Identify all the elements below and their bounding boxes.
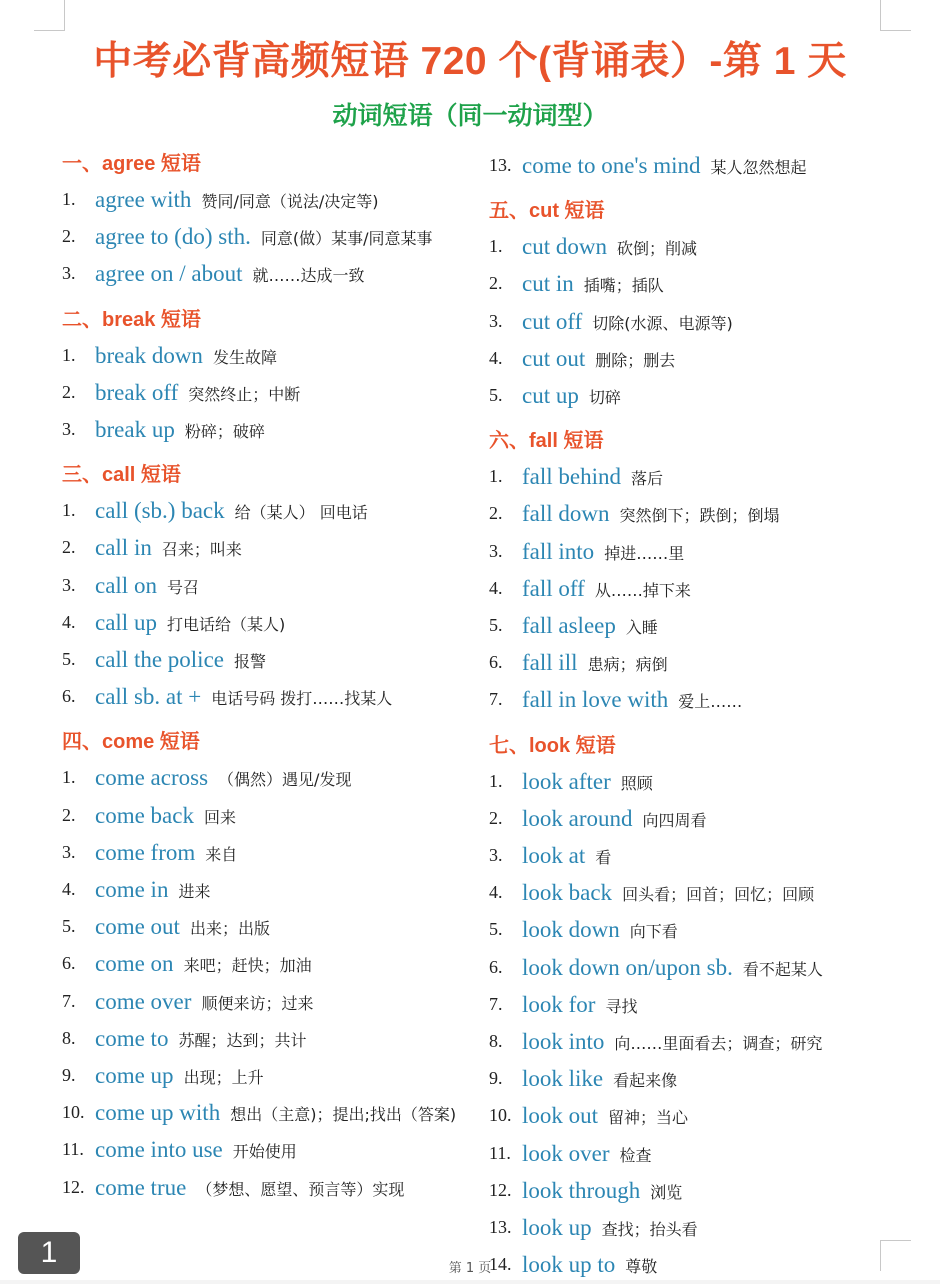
list-item [489,148,909,185]
meaning-text: 砍倒；削减 [616,239,697,259]
list-item [489,304,909,341]
item-body [522,950,909,987]
phrase-text: look around [522,805,633,831]
item-body [522,459,909,496]
list-item [489,378,909,415]
page-number-badge[interactable]: 1 [18,1232,80,1274]
phrase-list [489,229,909,415]
meaning-text: 看不起某人 [742,959,823,979]
phrase-text: look up to [522,1252,616,1278]
phrase-section [62,302,477,450]
meaning-text: 向……里面看去；调查；研究 [614,1034,823,1054]
item-body [95,798,477,835]
list-item [489,1173,909,1210]
item-number: 6. [62,953,76,974]
list-item [62,1095,477,1132]
meaning-text: 向下看 [629,922,678,942]
right-column [489,146,909,1284]
item-number: 11. [489,1142,511,1163]
meaning-text: 看起来像 [613,1071,678,1091]
item-body [522,875,909,912]
phrase-text: agree with [95,187,192,212]
list-item [62,909,477,946]
list-item [489,682,909,719]
phrase-list [489,764,909,1284]
meaning-text: 入睡 [625,618,658,638]
phrase-text: break up [95,417,175,443]
list-item [489,1136,909,1173]
item-number: 7. [62,990,76,1011]
item-number: 3. [62,574,76,595]
item-number: 2. [62,381,76,402]
phrase-text: cut in [522,271,574,297]
item-body [95,375,477,412]
list-item [62,946,477,983]
item-body [95,338,477,375]
list-item [489,534,909,571]
meaning-text: 开始使用 [232,1142,297,1162]
meaning-text: 来吧；赶快；加油 [183,956,312,976]
phrase-list [62,760,477,1206]
list-item [62,872,477,909]
meaning-text: 赞同/同意（说法/决定等) [201,192,379,211]
meaning-text: 查找；抬头看 [601,1220,698,1240]
phrase-text: look up [522,1215,592,1241]
list-item [489,341,909,378]
item-body [95,946,477,983]
item-body [522,1024,909,1061]
phrase-text: come back [95,802,194,828]
list-item [489,459,909,496]
list-item [62,760,477,797]
meaning-text: 尊敬 [625,1257,658,1277]
item-number: 3. [62,419,76,440]
meaning-text: 苏醒；达到；共计 [178,1030,307,1050]
item-number: 11. [62,1139,84,1160]
phrase-text: cut down [522,234,607,260]
item-body [95,1058,477,1095]
item-body [522,645,909,682]
item-number: 1. [62,344,76,365]
meaning-text: 给（某人） 回电话 [234,503,368,523]
item-number: 10. [62,1102,85,1123]
meaning-text: 寻找 [605,996,638,1016]
list-item [62,679,477,716]
phrase-text: come across [95,765,209,791]
item-number: 9. [62,1065,76,1086]
phrase-text: come from [95,839,196,865]
list-item [489,875,909,912]
phrase-text: come in [95,877,169,903]
item-body [522,148,909,185]
phrase-text: look down [522,917,620,943]
phrase-text: look for [522,991,596,1017]
phrase-text: fall off [522,575,585,601]
phrase-text: come on [95,951,174,977]
item-number: 2. [62,226,76,247]
meaning-text: 打电话给（某人) [166,614,286,634]
phrase-text: cut out [522,345,586,371]
list-item [489,229,909,266]
phrase-section [489,728,909,1284]
item-body [522,1136,909,1173]
phrase-text: fall ill [522,650,578,676]
list-item [62,338,477,375]
list-item [62,568,477,605]
meaning-text: 删除；删去 [595,350,676,370]
phrase-text: call (sb.) back [95,498,225,524]
list-item [489,608,909,645]
meaning-text: 患病；病倒 [587,655,668,675]
phrase-text: agree to (do) sth. [95,224,251,250]
phrase-list [62,493,477,716]
page-subtitle: 动词短语（同一动词型） [332,102,608,130]
meaning-text: （梦想、愿望、预言等）实现 [196,1179,405,1199]
list-item [489,950,909,987]
list-item [489,571,909,608]
phrase-list [62,338,477,450]
meaning-text: 同意(做）某事/同意某事 [260,229,433,249]
list-item [489,912,909,949]
item-number: 8. [489,1031,503,1052]
item-number: 4. [489,347,503,368]
item-number: 4. [489,577,503,598]
meaning-text: 某人忽然想起 [710,158,807,177]
item-number: 3. [62,841,76,862]
item-body [95,530,477,567]
meaning-text: 出现；上升 [183,1068,264,1088]
phrase-list [62,182,477,294]
list-item [62,1132,477,1169]
list-item [62,984,477,1021]
item-body [95,679,477,716]
phrase-list-continued [489,148,909,185]
list-item [62,1021,477,1058]
phrase-text: fall down [522,501,610,527]
phrase-text: call sb. at + [95,684,202,710]
item-number: 3. [62,263,76,284]
item-body [522,304,909,341]
item-body [522,1098,909,1135]
list-item [489,1210,909,1247]
section-heading: 四、come 短语 [62,731,200,754]
meaning-text: 留神；当心 [608,1108,689,1128]
item-body [95,1095,477,1132]
meaning-text: 号召 [166,577,199,597]
phrase-text: fall asleep [522,613,616,639]
item-number: 13. [489,1217,512,1238]
meaning-text: 插嘴；插队 [583,276,664,296]
item-body [95,872,477,909]
item-number: 9. [489,1068,503,1089]
meaning-text: 突然倒下；跌倒；倒塌 [619,506,780,526]
phrase-text: break down [95,342,203,368]
crop-mark-top-left [34,0,65,31]
phrase-text: look back [522,880,613,906]
item-body [522,764,909,801]
item-body [95,835,477,872]
item-number: 12. [62,1176,85,1197]
item-number: 1. [489,236,503,257]
phrase-text: agree on / about [95,261,243,287]
phrase-text: look at [522,843,586,869]
list-item [62,219,477,256]
phrase-text: call on [95,572,157,598]
item-body [522,341,909,378]
list-item [62,256,477,293]
item-body [95,1170,477,1207]
item-number: 12. [489,1179,512,1200]
crop-mark-top-right [880,0,911,31]
list-item [62,375,477,412]
left-column [62,146,477,1207]
phrase-text: call in [95,535,152,561]
item-body [95,1021,477,1058]
item-body [522,912,909,949]
item-number: 5. [62,916,76,937]
phrase-section [489,423,909,719]
phrase-section [62,724,477,1206]
meaning-text: 浏览 [650,1182,683,1202]
page-footer: 第 1 页 [448,1261,492,1276]
section-heading: 七、look 短语 [489,734,616,757]
meaning-text: 回来 [203,807,236,827]
phrase-text: look out [522,1103,599,1129]
item-body [95,760,477,797]
item-body [522,496,909,533]
item-number: 1. [489,466,503,487]
list-item [489,266,909,303]
meaning-text: 进来 [178,882,211,902]
item-body [522,378,909,415]
item-body [522,534,909,571]
list-item [62,412,477,449]
list-item [62,1170,477,1207]
section-heading: 六、fall 短语 [489,430,604,453]
item-body [522,1173,909,1210]
list-item [489,645,909,682]
item-body [95,256,477,293]
item-body [522,608,909,645]
phrase-text: come up with [95,1100,221,1126]
list-item [489,838,909,875]
phrase-text: come up [95,1063,174,1089]
phrase-text: look after [522,768,611,794]
phrase-text: fall in love with [522,687,669,713]
meaning-text: 顺便来访；过来 [201,993,314,1013]
item-body [95,568,477,605]
phrase-text: look down on/upon sb. [522,954,733,980]
phrase-text: come into use [95,1137,223,1163]
item-body [522,987,909,1024]
phrase-text: come over [95,988,192,1014]
list-item [489,1024,909,1061]
meaning-text: 落后 [631,469,664,489]
item-number: 14. [489,1254,512,1275]
item-number: 1. [62,767,76,788]
item-body [522,838,909,875]
list-item [62,530,477,567]
item-body [95,219,477,256]
meaning-text: 向四周看 [642,810,707,830]
item-number: 2. [62,537,76,558]
item-number: 6. [489,956,503,977]
item-body [522,801,909,838]
phrase-text: come out [95,914,180,940]
list-item [489,496,909,533]
meaning-text: 爱上…… [678,692,743,712]
meaning-text: 想出（主意)；提出;找出（答案) [230,1105,457,1125]
list-item [489,1061,909,1098]
item-body [95,412,477,449]
meaning-text: 突然终止；中断 [188,384,301,404]
section-heading: 二、break 短语 [62,308,201,331]
list-item [62,605,477,642]
list-item [62,493,477,530]
list-item [62,182,477,219]
section-heading: 五、cut 短语 [489,200,605,223]
meaning-text: 照顾 [620,773,653,793]
item-number: 5. [489,385,503,406]
list-item [489,764,909,801]
item-body [522,682,909,719]
phrase-list [489,459,909,719]
phrase-text: call the police [95,647,224,673]
phrase-text: look into [522,1029,605,1055]
list-item [62,642,477,679]
item-number: 4. [62,611,76,632]
item-body [95,182,477,219]
phrase-text: look through [522,1177,641,1203]
phrase-text: come true [95,1174,187,1200]
phrase-text: come to one's mind [522,153,701,178]
item-number: 3. [489,540,503,561]
item-number: 7. [489,689,503,710]
list-item [62,1058,477,1095]
page-title: 中考必背高频短语 720 个(背诵表）-第 1 天 [93,40,847,83]
item-number: 6. [62,686,76,707]
item-number: 1. [62,189,76,209]
section-heading: 一、agree 短语 [62,153,201,175]
meaning-text: 掉进……里 [604,543,685,563]
meaning-text: 发生故障 [212,347,277,367]
item-number: 1. [489,770,503,791]
item-number: 4. [62,879,76,900]
item-number: 7. [489,993,503,1014]
meaning-text: （偶然）遇见/发现 [218,770,352,790]
item-number: 4. [489,882,503,903]
phrase-text: break off [95,379,179,405]
list-item [62,798,477,835]
list-item [489,987,909,1024]
phrase-section [62,146,477,294]
item-body [95,1132,477,1169]
item-body [522,571,909,608]
meaning-text: 切碎 [588,388,621,408]
meaning-text: 召来；叫来 [161,540,242,560]
item-number: 1. [62,500,76,521]
item-number: 2. [489,273,503,294]
meaning-text: 来自 [205,844,238,864]
item-body [95,984,477,1021]
meaning-text: 从……掉下来 [594,580,691,600]
item-body [522,1210,909,1247]
list-item [489,1098,909,1135]
item-number: 2. [489,503,503,524]
phrase-text: look over [522,1140,610,1166]
phrase-text: cut up [522,383,579,409]
list-item [489,801,909,838]
phrase-text: cut off [522,308,583,334]
item-number: 5. [489,919,503,940]
phrase-text: fall behind [522,464,621,490]
meaning-text: 电话号码 拨打……找某人 [211,689,393,709]
phrase-text: come to [95,1025,169,1051]
item-body [95,493,477,530]
item-number: 3. [489,845,503,866]
phrase-section [489,193,909,415]
meaning-text: 出来；出版 [189,919,270,939]
item-number: 2. [489,807,503,828]
section-heading: 三、call 短语 [62,464,181,487]
phrase-section [62,457,477,716]
phrase-text: fall into [522,538,595,564]
item-number: 8. [62,1027,76,1048]
meaning-text: 检查 [619,1145,652,1165]
phrase-text: call up [95,609,157,635]
item-number: 5. [62,649,76,670]
item-body [95,909,477,946]
list-item [62,835,477,872]
meaning-text: 报警 [234,652,267,672]
meaning-text: 切除(水源、电源等) [592,313,733,333]
item-body [95,642,477,679]
item-number: 5. [489,615,503,636]
item-number: 10. [489,1105,512,1126]
meaning-text: 就……达成一致 [252,266,365,286]
phrase-text: look like [522,1066,604,1092]
meaning-text: 粉碎；破碎 [184,422,265,442]
item-body [522,229,909,266]
item-number: 13. [489,155,512,175]
item-body [95,605,477,642]
item-body [522,1061,909,1098]
item-number: 3. [489,310,503,331]
item-number: 6. [489,652,503,673]
meaning-text: 看 [595,848,612,868]
item-number: 2. [62,804,76,825]
meaning-text: 回头看；回首；回忆；回顾 [622,885,815,905]
item-body [522,266,909,303]
